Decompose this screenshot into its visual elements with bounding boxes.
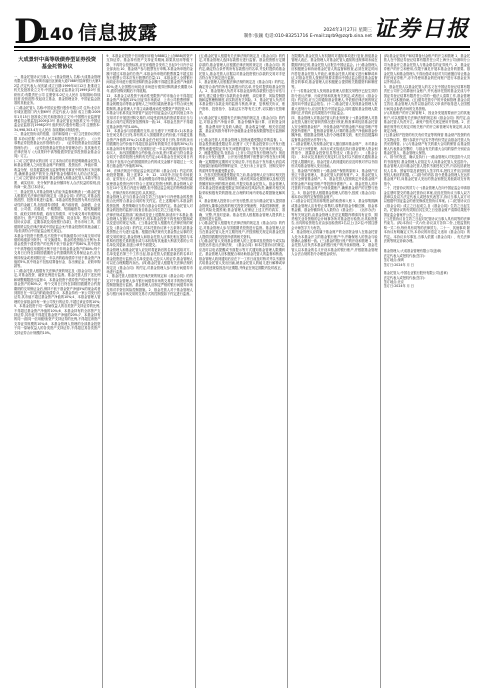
paragraph: 15、本基金参与国债期货交易,应当遵守下列要求:(1)本基金在任何交易日日终,持有的买入国债期货合约价值,不得超过基金资产净值的15%;(2)本基金在任何交易日日终,持有的卖出国债期货合约价值不得超过基金持有的债券总市值的30%;(3)本基金所持有的债券(不含到期日在一年以内的政府债券)市值和买入、卖出国债期货合约价值,合计(轧差计算)应当符合基金合同关于债券投资比例的有关约定;(4)本基金在任何交易日内交易(不包括平仓)的国债期货合约的成交金额不得超过上一交易日基金资产净值的30%。: [106, 128, 193, 169]
paragraph: 3、在首次投资流通受限证券之前,基金管理人应当制订相关投资决策流程、风险控制制度、流动性风险处置预案以及相关投资额度和比例的情况说明,并提交给基金托管人。基金管理人对本基金投资流通受限证券的流动性风险负责,确保对相关风险采取积极有效的措施,在合理的时间内采取必要措施化解风险。: [198, 172, 286, 199]
paragraph: (六)其他账户的开立和管理 1、因业务发展需要而开立的其他账户,可以根据有关法律法规的规定和《基金合同》的约定,由基金托管人负责开立。新账户按有关规定使用并管理。2、法律法规等有关规定对相关账户的开立和管理另有规定的,从其规定办理。: [383, 111, 471, 133]
paragraph: 12、本基金主动投资于流动性受限资产的市值合计不得超过基金资产净值的15%;因证券市场波动、上市公司股票停牌、基金规模变动等基金管理人之外的因素致使基金不符合该比例限制的,基金管理人不得主动新增流动性受限资产的投资;13、本基金与私募类证券资管产品及中国证监会认定的其他主体为交易对手开展逆回购交易的,可接受质押品的资质要求应当与基金合同约定的投资范围保持一致;14、本基金总资产不得超过基金净资产的140%。: [106, 93, 193, 129]
paragraph: (二)基金托管人根据有关法律法规的规定及《基金合同》的约定,对基金投资、融资比例进行监督。基金托管人按下述比例和调整期限进行监督:1、本基金投资于债券资产的比例不低于基金资产的80%;2、每个交易日日终在扣除国债期货合约需缴纳的交易保证金后,保持不低于基金资产净值5%的现金或者到期日在一年以内的政府债券;3、本基金持有一家公司发行的证券,其市值不超过基金资产净值的10%;4、本基金管理人管理的全部基金持有一家公司发行的证券,不超过该证券的10%;5、本基金投资于同一原始权益人的各类资产支持证券的比例,不得超过基金资产净值的10%;6、本基金持有的全部资产支持证券,其市值不得超过基金资产净值的20%;7、本基金持有的同一(指同一信用级别)资产支持证券的比例,不得超过该资产支持证券规模的10%;8、本基金管理人管理的全部基金投资于同一原始权益人的各类资产支持证券,不得超过其各类资产支持证券合计规模的10%。: [14, 268, 101, 335]
signature-line: 签订地点:深圳: [383, 258, 404, 263]
paragraph: 16、法律法规及中国证监会规定的和《基金合同》约定的其他投资限制。除上述第2、9、12、13项外,因证券市场波动、证券发行人合并、基金规模变动等基金管理人之外的因素致使基金投资比例不符合上述规定投资比例的,基金管理人应当在10个交易日内进行调整,但中国证监会规定的特殊情形除外。法律法规另有规定的,从其规定。: [106, 168, 193, 195]
header-rule: [14, 46, 470, 48]
paragraph: (四)基金证券账户和结算备付金账户的开立和管理 1、基金托管人在中国证券登记结算有限责任公司上海分公司/深圳分公司为基金开立基金托管人与基金联名的证券账户。2、基金证券账户的开立和使用,仅限于满足开展本基金业务的需要。基金托管人和基金管理人不得出借或未经对方同意擅自转让基金的任何证券账户,亦不得使用基金的任何账户进行本基金业务以外的活动。: [383, 54, 471, 85]
paragraph: 二、基金托管协议的依据、目的和原则 (一)订立托管协议的依据 本协议依据《中华人民共和国证券投资基金法》、《公开募集证券投资基金运作管理办法》、《证券投资基金信息披露管理办法》、《证券投资基金托管业务管理办法》及其他有关法律法规与《大成景轩中高等级债券型证券投资基金基金合同》订立。: [14, 132, 101, 159]
header-rule-thin: [14, 50, 470, 51]
signature-line: 法定代表人或授权代表(签字):: [383, 275, 426, 280]
paragraph: 基金管理人应当自基金合同生效之日起6个月内使基金的投资组合比例符合基金合同的有关约定。在上述期间内,本基金的投资范围、投资策略应当符合基金合同的约定。基金托管人对基金的投资的监督与检查自基金合同生效之日起开始。: [106, 195, 193, 213]
paragraph: 1、基金托管人依据有关法律法规的规定和《基金合同》的约定对于基金管理人参与银行间债券市场的交易对手的资信风险控制措施进行监督。基金管理人应制定严格的银行间债券市场交易对手资信风险控制措施。2、基金托管人对于基金管理人参与银行间市场交易的交易方式的控制按如下约定进行监督。: [106, 274, 193, 296]
paragraph: 3、基金托管人以基金托管人的名义在中国证券登记结算有限责任公司开立结算备付金账户,并代表所托管的基金完成与中国证券登记结算有限责任公司的一级法人清算工作,基金管理人应予以积极协助。(五)债券托管专户的开设和管理 基金合同生效后,基金管理人负责以基金的名义申请并取得进入全国银行间同业拆借市场的交易资格。: [383, 84, 471, 111]
paragraph: 六、指令的发送、确认及执行 (一)基金管理人对发送指令人员的书面授权 基金管理人应指定专人向基金托管人发送指令。基金管理人应向基金托管人提供书面授权文件,内容包括被授权人名单、预留印鉴及被授权人签字样本,授权文件应注明被授权人相应的权限。(二)指令的内容 指令是基金管理人在运作基金财产时,向基金托管人发出的资金划拨及其他款项支付的指令。: [383, 155, 471, 186]
paragraph: 二十、托管协议的效力 (一)基金管理人在向中国证监会申请基金注册时提交的基金托管协议草案,应经托管协议当事人双方盖章以及双方法定代表人或授权代表签字,协议当事人双方可以根据中国证监会的意见修改托管协议草案。(二)托管协议自《基金合同》成立之日起成立,自《基金合同》生效之日起生效。托管协议的有效期自其生效之日至基金财产清算结果报中国证监会备案并公告之日止。: [383, 186, 471, 217]
date-line: 2024年3月27日 星期三: [323, 28, 372, 33]
article-columns: [14, 54, 472, 688]
paragraph: (二)基金合同生效前募集资金的验资和入账 1、基金募集期满或基金管理人宣布停止募集时,募集的基金份额总额、基金募集金额、基金份额持有人人数符合《基金法》、《运作办法》等有关规定的,由基金管理人在法定期限内聘请具有证券、期货相关业务资格的会计师事务所对基金进行验资,出具验资报告,出具的验资报告应由参加验资的2名以上(含2名)中国注册会计师签字方为有效。: [291, 199, 378, 230]
paragraph: (六)基金托管人根据有关法律法规的规定及《基金合同》的约定,对基金资产净值计算、基金份额净值计算、应收资金到账、基金费用开支及收入确定、基金收益分配、相关信息披露、基金宣传推介材料中登载基金业绩表现数据等进行监督和核查。: [198, 115, 286, 138]
paragraph: 四、基金管理人对基金托管人的业务核查 (一)基金管理人对基金托管人履行托管职责情况进行核查,核查事项包括基金托管人安全保管基金财产、开设基金财产的资金账户和证券账户等投资所需账户、复核基金管理人计算的基金资产净值和基金份额净值、根据基金管理人指令办理清算交收、相关信息披露和监督基金投资运作等行为。: [291, 115, 378, 142]
column-5: [384, 54, 472, 688]
signature-line: 基金管理人:大成基金管理有限公司(盖章): [383, 249, 442, 254]
signature-line: 签订日:2024年 月 日: [383, 262, 414, 267]
paragraph: 2、基金管理人应将属于基金财产的全部资金划入在基金托管人处为本基金开立的基金银行账户中,并确保划入的资金与验资确认金额相一致。(三)基金的银行账户的开设和管理 1、基金托管人应负责本基金的银行账户的开设和管理。2、基金托管人以本基金的名义开设本基金的银行账户,并根据基金管理人合法合规的指令办理资金收付。: [291, 230, 378, 257]
header-meta: [244, 28, 372, 40]
paragraph: 4、基金管理人投资非公开发行股票,应当向基金托管人提供基金管理人董事会批准的相关投资决策流程、风险控制制度、流动性风险处置预案;基金管理人应保证上述文件的真实、准确、完整,并及时更新。基金托管人根据基金管理人提供的上述资料进行监督。: [198, 199, 286, 222]
article-title-box: [14, 57, 100, 71]
paragraph: 基金管理人和基金托管人应及时将更新后的名单发送给对方。名单变更后第三个工作日起,基金托管人依据更新后的名单对基金投资进行监督;在名单变更前,已经买入的证券,基金管理人可以在合理期限内卖出。(四)基金托管人根据有关法律法规的规定及《基金合同》的约定,对基金管理人参与银行间债券市场进行监督。: [106, 247, 193, 274]
paragraph: (九)基金托管人发现基金管理人的上述事项及投资指令或实际投资运作违反法律法规、《基金合同》和本托管协议的规定,应及时以电话提醒或书面提示等方式通知基金管理人限期纠正。基金管理人应积极配合和协助基金托管人的监督和核查。基金管理人收到通知后应在下一工作日前及时核对并以书面形式给基金托管人发出回函,就基金托管人的疑义进行解释或举证,说明违规原因及纠正期限,并保证在规定期限内及时改正。: [198, 239, 286, 270]
section-letter: D: [14, 12, 43, 52]
column-3: [199, 54, 288, 688]
paragraph: 法律法规或监管部门取消或变更上述限制,如适用于本基金,基金管理人在履行适当程序后,则本基金投资不再受相关限制或以变更后的规定为准。(三)基金托管人根据有关法律法规的规定及《基金合同》的约定,对本托管协议第十五条第九款基金投资禁止行为进行监督。根据法律法规有关基金禁止从事的关联交易的规定,基金管理人和基金托管人应事先相互提供与本机构有控股关系的股东或与本机构有其他重大利害关系的公司名单及其更新,加盖公章并书面提交。: [106, 212, 193, 248]
contact-line: 制作:张颖 电话:010-83251716 E-mail:zqrb9@zqrb.sina.net: [243, 34, 372, 39]
paragraph: (八)基金托管人根据有关法律法规的规定及《基金合同》的约定,对基金管理人参与国债期货投资进行监督。基金管理人应当在基金托管人处开立期货账户,并按照相关规定向基金托管人提供国债期货投资所需的相关资料。: [198, 221, 286, 239]
paragraph: 本基金不投资于股票,也不投资于可转换债券(可分离交易可转债的纯债部分除外)、可交换债券。基金的投资组合比例为:本基金投资于债券资产的比例不低于基金资产的80%,其中投资于中高等级信用债的比例不低于非现金基金资产的80%;每个交易日日终在扣除国债期货合约需缴纳的交易保证金后,应当保持现金或者到期日在一年以内的政府债券不低于基金资产净值的5%,其中现金不包括结算备付金、存出保证金、应收申购款等。: [14, 233, 101, 269]
signature-line: 签订地点:北京: [383, 279, 404, 284]
paragraph: (七)基金托管人对基金管理人投资流通受限证券的监督。1、基金投资流通受限证券,应遵守《关于基金投资非公开发行股票等流通受限证券有关问题的通知》等有关法律法规规定。2、流通受限证券,包括由《上市公司证券发行管理办法》规范的非公开发行股票、公开发行股票网下配售部分等在发行时明确一定期限锁定期的可交易证券,不包括由于发布重大消息或其他原因而临时停牌的证券、已发行未上市证券、回购交易中的质押券等流通受限证券。: [198, 137, 286, 173]
paragraph: (十一)若基金托管人发现基金管理人依据交易程序已经生效的指令违反法律、行政法规和其他有关规定,或者违反《基金合同》约定的,应当立即通知基金管理人,并依照法律法规的规定及时向中国证监会报告。(十二)基金托管人发现基金管理人有重大违规行为,应及时报告中国证监会,同时通知基金管理人限期纠正,并将纠正结果报告中国证监会。: [291, 89, 378, 116]
article-title: 大成景轩中高等级债券型证券投资基金托管协议: [18, 57, 97, 70]
paragraph: (三)托管协议自生效之日起对托管协议当事人具有同等的法律约束力。(四)本协议一式六份,协议双方各持二份,上报监管机构一式二份,每份具有同等的法律效力。二十一、其他事项 除本协议有明确定义外,本协议的用语定义适用《基金合同》的约定。本协议未尽事宜,当事人依据《基金合同》、有关法律法规等规定协商办理。: [383, 217, 471, 244]
paragraph: (七)基金财产投资的有关有价凭证等的保管 基金财产投资的有关实物证券、银行存款开户证实书等有价凭证由基金托管人负责妥善保管。(八)与基金财产有关的重大合同的保管 由基金管理人代表基金签署的、与基金有关的重大合同的原件分别应由基金托管人、基金管理人保管。: [383, 133, 471, 155]
paragraph: 三、基金托管人对基金管理人的业务监督和核查 (一)基金托管人根据有关法律法规的规定及《基金合同》的约定,对基金投资范围、投资对象进行监督。本基金的投资范围为具有良好流动性的金融工具,包括债券(国债、地方政府债、金融债、企业债、公司债、次级债、中期票据、短期融资券、超短期融资券、政府支持机构债、政府支持债券、可分离交易可转债的纯债部分)、资产支持证券、债券回购、同业存单、银行存款(包括协议存款、定期存款及其他银行存款)、货币市场工具、国债期货以及法律法规或中国证监会允许基金投资的其他金融工具(但须符合中国证监会相关规定)。: [14, 189, 101, 234]
page-number: 140: [38, 25, 74, 45]
signature-line: 基金托管人:中国农业银行股份有限公司(盖章): [383, 271, 448, 276]
signature-line: 法定代表人或授权代表(签字):: [383, 253, 426, 258]
signature-block: [384, 249, 470, 288]
paragraph: 一、基金托管协议当事人 (一)基金管理人 名称:大成基金管理有限公司 住所:深圳市福田区深南大道7088号招商银行大厦32层 法定代表人:吴庆斌 成立日期:1999年4月12日 批准设立机关及批准设立文号:中国证监会证监基金字[1999]10号 组织形式:有限责任公司 注册资本:2亿元人民币 存续期间:持续经营 经营范围:发起设立基金、基金管理业务、中国证监会批准的其他业务。: [14, 75, 101, 106]
column-4: [291, 54, 380, 688]
signature-line: 签订日:2024年 月 日: [383, 284, 414, 289]
paragraph: 五、基金财产的保管 (一)基金财产保管的原则 1、基金财产应独立于基金管理人、基金托管人的固有财产。2、基金托管人应安全保管基金财产。3、基金托管人按照规定开设基金财产的资金账户和证券账户等投资所需账户。4、基金托管人对所托管的不同基金财产分别设置账户,确保基金财产的完整与独立。5、基金托管人根据基金管理人的指令,按照《基金合同》和本协议的约定保管基金财产。: [291, 168, 378, 199]
paragraph: 在限期内,基金托管人有权随时对通知事项进行复查,督促基金管理人改正。基金管理人对基金托管人通知的违规事项未能在限期内纠正的,基金托管人应报告中国证监会。(十)基金管理人应积极配合和协助基金托管人的监督和核查,必须在规定时间内答复基金托管人并改正,就基金托管人的疑义进行解释或举证,对基金托管人按照法规要求需向中国证监会报送基金监督报告的事项,基金管理人应积极配合提供相关数据资料和制度等。: [291, 54, 378, 89]
paragraph: 9、本基金应投资于信用级别评级为BBB以上(含BBB)的资产支持证券。基金持有资产支持证券期间,如果其信用等级下降、不再符合投资标准,应在评级报告发布之日起3个月内予以全部卖出;10、基金财产参与股票发行申购,本基金所申报的金额不超过本基金的总资产,本基金所申报的股票数量不超过拟发行股票公司本次发行股票的总量;11、本基金进入全国银行间同业市场进行债券回购的资金余额不得超过基金资产净值的40%;进入全国银行间同业市场进行债券回购的最长期限为1年,债券回购到期后不得展期。: [106, 54, 193, 94]
paragraph: (五)基金托管人根据有关法律法规的规定及《基金合同》的约定,对基金管理人选择存款银行进行监督。基金投资银行定期存款的,基金管理人应根据法律法规的规定及《基金合同》的约定,确定符合条件的所有存款银行的名单,并及时提供给基金托管人,基金托管人应据以对基金投资银行存款的交易对手是否符合有关规定进行监督。: [198, 54, 286, 81]
column-1: [14, 54, 103, 688]
section-title: 信息披露: [78, 22, 159, 44]
paragraph: (二)基金管理人发现基金托管人擅自挪用基金财产、未对基金财产实行分账管理、未执行或无故延迟执行基金管理人资金划拨指令、泄露基金投资信息等违反《基金法》、《基金合同》、本协议及其他有关规定时,应及时以书面形式通知基金托管人限期纠正。基金托管人收到通知后应及时核对并以书面形式给基金管理人发出回函。: [291, 142, 378, 169]
column-2: [106, 54, 195, 688]
newspaper-logo: 证券日报: [373, 16, 470, 42]
paragraph: 1、基金管理人应根据法律法规的规定及《基金合同》的约定,确定符合条件的所有存款银行的名单,并及时提供给基金托管人。2、基金管理人负责对本基金选择的存款银行进行评估与研究,建立健全银行存款的业务流程、岗位职责、风险控制措施和监察稽核制度,切实防范有关风险。3、基金托管人负责对本基金银行存款业务的监督与核查,审查、复核相关协议、账户资料、投资指令、存款证实书等有关文件,切实履行托管职责。: [198, 80, 286, 116]
paragraph: (二)基金托管人 名称:中国农业银行股份有限公司 住所:北京市东城区建国门内大街69号 法定代表人:谷澍 成立日期:2009年1月15日 批准设立机关和批准设立文号:中国银行业监督管理委员会银监复[2009]13号 基金托管业务批准文号:中国证监会证监基字[1998]23号 组织形式:股份有限公司 注册资本:34,998,303.4万元人民币 存续期间:持续经营。: [14, 105, 101, 132]
paragraph: (二)订立托管协议的目的 订立本协议的目的是明确基金托管人和基金管理人之间在基金财产的保管、投资运作、净值计算、收益分配、信息披露及相互监督等相关事宜中的权利义务及职责,确保基金财产的安全,保护基金份额持有人的合法权益。(三)订立托管协议的原则 基金管理人和基金托管人本着平等自愿、诚实信用、充分保护基金份额持有人合法权益的原则,经协商一致,签订本协议。: [14, 158, 101, 190]
